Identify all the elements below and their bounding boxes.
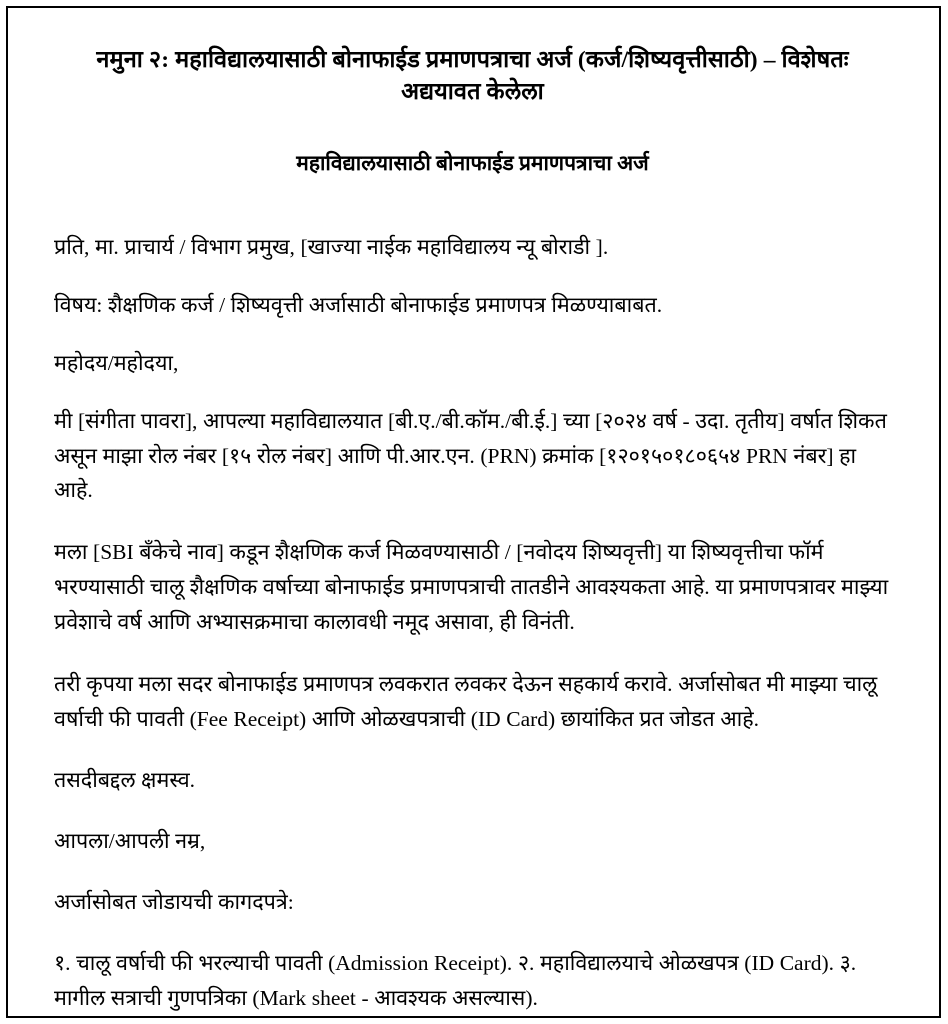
sign-off-line: आपला/आपली नम्र,: [54, 829, 206, 854]
salutation-line: महोदय/महोदया,: [54, 350, 179, 375]
document-page: [6, 6, 941, 1018]
apology-line: तसदीबद्दल क्षमस्व.: [54, 768, 196, 793]
document-subtitle: महाविद्यालयासाठी बोनाफाईड प्रमाणपत्राचा अर्ज: [296, 150, 649, 175]
page-title: नमुना २: महाविद्यालयासाठी बोनाफाईड प्रमाणपत्राचा अर्ज (कर्ज/शिष्यवृत्तीसाठी) – विशेषतः अद्ययावत केलेला: [96, 47, 849, 106]
purpose-paragraph: मला [SBI बँकेचे नाव] कडून शैक्षणिक कर्ज मिळवण्यासाठी / [नवोदय शिष्यवृत्ती] या शिष्यवृत्तीचा फॉर्म भरण्यासाठी चालू शैक्षणिक वर्षाच्या बोनाफाईड प्रमाणपत्राची तातडीने आवश्यकता आहे. या प्रमाणपत्रावर माझ्या प्रवेशाचे वर्ष आणि अभ्यासक्रमाचा कालावधी नमूद असावा, ही विनंती.: [54, 540, 889, 634]
request-paragraph: तरी कृपया मला सदर बोनाफाईड प्रमाणपत्र लवकरात लवकर देऊन सहकार्य करावे. अर्जासोबत मी माझ्या चालू वर्षाची फी पावती (Fee Receipt) आणि ओळखपत्राची (ID Card) छायांकित प्रत जोडत आहे.: [54, 671, 878, 731]
student-details-paragraph: मी [संगीता पावरा], आपल्या महाविद्यालयात [बी.ए./बी.कॉम./बी.ई.] च्या [२०२४ वर्ष - उदा. तृतीय] वर्षात शिकत असून माझा रोल नंबर [१५ रोल नंबर] आणि पी.आर.एन. (PRN) क्रमांक [१२०१५०१८०६५४ PRN नंबर] हा आहे.: [54, 408, 887, 503]
letter-body: [54, 178, 891, 1015]
addressee-line: प्रति, मा. प्राचार्य / विभाग प्रमुख, [खाज्या नाईक महाविद्यालय न्यू बोराडी ].: [54, 235, 609, 260]
attachments-list: १. चालू वर्षाची फी भरल्याची पावती (Admission Receipt). २. महाविद्यालयाचे ओळखपत्र (ID Card). ३. मागील सत्राची गुणपत्रिका (Mark sheet - आवश्यक असल्यास).: [54, 950, 857, 1010]
attachments-heading: अर्जासोबत जोडायची कागदपत्रे:: [54, 890, 294, 914]
subject-line: विषय: शैक्षणिक कर्ज / शिष्यवृत्ती अर्जासाठी बोनाफाईड प्रमाणपत्र मिळण्याबाबत.: [54, 293, 663, 318]
